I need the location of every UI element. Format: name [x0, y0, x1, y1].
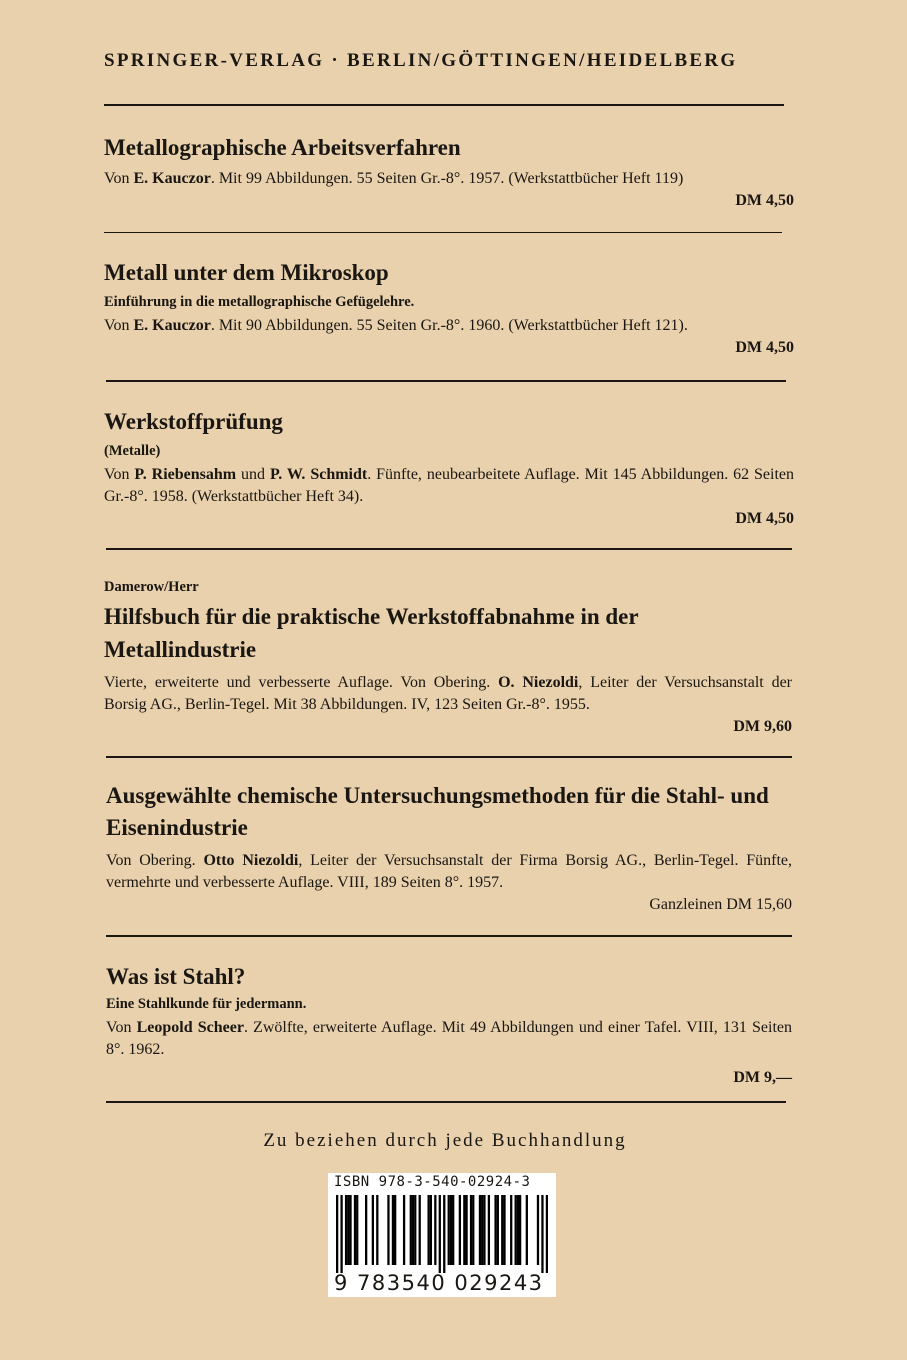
- barcode-bar: [526, 1195, 528, 1265]
- barcode-bar: [354, 1195, 356, 1265]
- book-title: Hilfsbuch für die praktische Werkstoffabnahme in der Metallindustrie: [104, 604, 639, 662]
- book-price: Ganzleinen DM 15,60: [649, 896, 792, 913]
- book-description: Von E. Kauczor. Mit 90 Abbildungen. 55 Seiten Gr.-8°. 1960. (Werkstattbücher Heft 121).: [104, 317, 688, 334]
- barcode-bar: [465, 1195, 467, 1265]
- barcode-bar: [546, 1195, 548, 1273]
- barcode-bar: [510, 1195, 512, 1265]
- barcode-bar: [365, 1195, 367, 1265]
- book-title: Ausgewählte chemische Untersuchungsmethoden für die Stahl- und Eisenindustrie: [106, 783, 769, 840]
- barcode-bar: [472, 1195, 474, 1265]
- barcode-bar: [452, 1195, 454, 1265]
- barcode-bar: [394, 1195, 396, 1265]
- book-subtitle: (Metalle): [104, 443, 161, 459]
- book-entry-5: [106, 780, 792, 916]
- book-entry-3: [104, 405, 794, 530]
- book-entry-1: [104, 131, 794, 212]
- barcode-bar: [430, 1195, 432, 1265]
- barcode-bar: [419, 1195, 421, 1265]
- barcode-bar: [376, 1195, 378, 1265]
- barcode-bar: [392, 1195, 394, 1265]
- barcode-bar: [517, 1195, 519, 1265]
- barcode-bar: [345, 1195, 347, 1265]
- divider: [106, 380, 786, 382]
- author-name: E. Kauczor: [133, 170, 211, 187]
- barcode-bar: [448, 1195, 450, 1265]
- book-subtitle: Eine Stahlkunde für jedermann.: [106, 996, 307, 1012]
- book-description: Von Obering. Otto Niezoldi, Leiter der Versuchsanstalt der Firma Borsig AG., Berlin-Tegel. Fünfte, vermehrte und verbesserte Auflage. VIII, 189 Seiten 8°. 1957.: [106, 852, 793, 891]
- divider: [104, 104, 784, 106]
- barcode-bar: [459, 1195, 461, 1265]
- book-subtitle: Einführung in die metallographische Gefügelehre.: [104, 294, 415, 310]
- book-title: Was ist Stahl?: [106, 964, 246, 989]
- book-price: DM 9,—: [733, 1069, 792, 1086]
- barcode-bar: [537, 1195, 539, 1265]
- barcode-bar: [434, 1195, 436, 1265]
- barcode-bar: [356, 1195, 358, 1265]
- publisher-header: SPRINGER-VERLAG · BERLIN/GÖTTINGEN/HEIDELBERG: [104, 50, 738, 71]
- isbn-barcode: [328, 1173, 556, 1297]
- barcode-bar: [519, 1195, 521, 1265]
- book-price: DM 4,50: [735, 510, 794, 527]
- barcode-bar: [503, 1195, 505, 1265]
- barcode-bars: [336, 1195, 548, 1273]
- barcode-bar: [515, 1195, 517, 1265]
- book-entry-6: [106, 960, 792, 1089]
- barcode-bar: [403, 1195, 405, 1265]
- book-price: DM 9,60: [733, 718, 792, 735]
- isbn-label: ISBN 978-3-540-02924-3: [334, 1174, 531, 1190]
- barcode-bar: [488, 1195, 490, 1265]
- barcode-bar: [463, 1195, 465, 1265]
- divider: [106, 756, 792, 758]
- footer-note: Zu beziehen durch jede Buchhandlung: [263, 1130, 627, 1151]
- author-name: P. Riebensahm: [134, 466, 237, 483]
- book-title: Metall unter dem Mikroskop: [104, 260, 389, 285]
- barcode-bar: [483, 1195, 485, 1265]
- barcode-bar: [494, 1195, 496, 1265]
- barcode-bar: [427, 1195, 429, 1265]
- barcode-bar: [336, 1195, 338, 1273]
- barcode-bar: [501, 1195, 503, 1265]
- barcode-bar: [340, 1195, 342, 1273]
- book-price: DM 4,50: [735, 339, 794, 356]
- book-description: Von E. Kauczor. Mit 99 Abbildungen. 55 Seiten Gr.-8°. 1957. (Werkstattbücher Heft 119): [104, 170, 684, 187]
- ean-digits: 9 783540 029243: [334, 1271, 544, 1295]
- divider: [106, 1101, 786, 1103]
- author-name-2: P. W. Schmidt: [269, 466, 368, 483]
- book-description: Von Leopold Scheer. Zwölfte, erweiterte Auflage. Mit 49 Abbildungen und einer Tafel. VIII, 131 Seiten 8°. 1962.: [106, 1019, 793, 1058]
- author-name: Leopold Scheer: [136, 1019, 244, 1036]
- book-title: Metallographische Arbeitsverfahren: [104, 135, 461, 160]
- book-description: Vierte, erweiterte und verbesserte Auflage. Von Obering. O. Niezoldi, Leiter der Versuchsanstalt der Borsig AG., Berlin-Tegel. Mit 38 Abbildungen. IV, 123 Seiten Gr.-8°. 1955.: [104, 674, 793, 713]
- author-name: O. Niezoldi: [498, 674, 579, 691]
- barcode-bar: [541, 1195, 543, 1273]
- barcode-bar: [479, 1195, 481, 1265]
- barcode-bar: [347, 1195, 349, 1265]
- barcode-bar: [349, 1195, 351, 1265]
- barcode-bar: [410, 1195, 412, 1265]
- barcode-bar: [387, 1195, 389, 1265]
- barcode-bar: [414, 1195, 416, 1265]
- divider: [104, 232, 782, 233]
- book-price: DM 4,50: [735, 192, 794, 209]
- book-title: Werkstoffprüfung: [104, 409, 283, 434]
- barcode-bar: [439, 1195, 441, 1273]
- barcode-bar: [497, 1195, 499, 1265]
- barcode-bar: [443, 1195, 445, 1273]
- barcode-bar: [450, 1195, 452, 1265]
- barcode-bar: [412, 1195, 414, 1265]
- divider: [106, 548, 792, 550]
- barcode-bar: [481, 1195, 483, 1265]
- book-authors: Damerow/Herr: [104, 579, 199, 595]
- book-entry-4: [104, 576, 792, 738]
- divider: [106, 935, 792, 937]
- author-name: Otto Niezoldi: [203, 852, 299, 869]
- book-entry-2: [104, 256, 794, 359]
- author-name: E. Kauczor: [133, 317, 211, 334]
- barcode-bar: [372, 1195, 374, 1265]
- barcode-bar: [470, 1195, 472, 1265]
- book-description: Von P. Riebensahm und P. W. Schmidt. Fünfte, neubearbeitete Auflage. Mit 145 Abbildungen. 62 Seiten Gr.-8°. 1958. (Werkstattbücher Heft 34).: [104, 466, 795, 505]
